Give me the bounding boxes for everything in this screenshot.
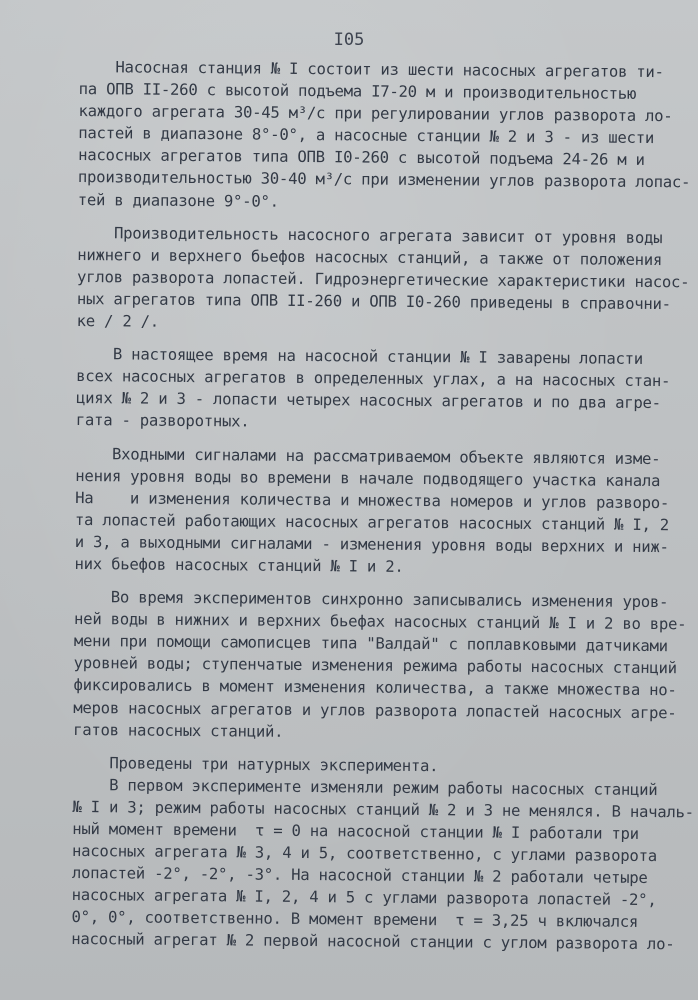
- text-line: насосных агрегата № I, 2, 4 и 5 с углами разворота лопастей -2°,: [71, 886, 657, 910]
- text-line: фиксировались в момент изменения количества, а также множества но-: [73, 676, 677, 700]
- text-line: лопастей -2°, -2°, -3°. На насосной станции № 2 работали четыре: [71, 864, 648, 888]
- text-line: Входными сигналами на рассматриваемом объекте являются изме-: [75, 444, 661, 468]
- paragraph-2: [76, 222, 690, 338]
- text-line: циях № 2 и 3 - лопасти четырех насосных агрегатов и по два агре-: [75, 389, 661, 413]
- text-line: уровней воды; ступенчатые изменения режима работы насосных станций: [73, 654, 677, 678]
- paragraph-1: [77, 56, 691, 216]
- text-line: та лопастей работающих насосных агрегатов насосных станций № I, 2: [74, 510, 670, 534]
- text-line: Во время экспериментов синхронно записывались изменения уров-: [74, 588, 669, 612]
- text-line: углов разворота лопастей. Гидроэнергетические характеристики насос-: [76, 267, 690, 292]
- text-line: ке / 2 /.: [76, 312, 160, 331]
- text-line: насосный агрегат № 2 первой насосной станции с углом разворота ло-: [71, 930, 675, 954]
- text-line: пастей в диапазоне 8°-0°, а насосные станции № 2 и 3 - из шести: [78, 124, 655, 148]
- body-text: [71, 56, 694, 956]
- paragraph-7: [71, 774, 694, 956]
- text-line: нения уровня воды во времени в начале подводящего участка канала: [75, 466, 661, 490]
- page-number: I05: [333, 30, 365, 50]
- text-line: меров насосных агрегатов и углов разворота лопастей насосных агре-: [73, 698, 677, 722]
- text-line: В настоящее время на насосной станции № I заварены лопасти: [76, 345, 644, 369]
- text-line: тей в диапазоне 9°-0°.: [77, 190, 279, 211]
- text-line: Насосная станция № I состоит из шести насосных агрегатов ти-: [78, 57, 664, 82]
- text-line: всех насосных агрегатов в определенных углах, а на насосных стан-: [76, 367, 671, 391]
- text-line: Производительность насосного агрегата зависит от уровня воды: [77, 223, 663, 247]
- text-line: Проведены три натурных эксперимента.: [72, 753, 439, 775]
- text-line: насосных агрегатов типа ОПВ I0-260 с высотой подъема 24-26 м и: [78, 146, 645, 170]
- text-line: гата - разворотных.: [75, 411, 250, 431]
- text-line: 0°, 0°, соответственно. В момент времени τ = 3,25 ч включался: [71, 908, 639, 932]
- text-line: ный момент времени τ = 0 на насосной станции № I работали три: [72, 819, 639, 843]
- paragraph-4: [74, 442, 670, 580]
- paragraph-3: [75, 343, 671, 436]
- text-line: нижнего и верхнего бьефов насосных станций, а также от положения: [77, 245, 663, 269]
- text-line: каждого агрегата 30-45 м³/с при регулировании углов разворота ло-: [78, 102, 673, 126]
- text-line: них бьефов насосных станций № I и 2.: [74, 554, 404, 576]
- text-line: и 3, а выходными сигналами - изменения уровня воды верхних и ниж-: [74, 532, 669, 557]
- paragraph-5: [73, 586, 687, 746]
- text-line: гатов насосных станций.: [73, 720, 284, 741]
- text-line: ней воды в нижних и верхних бьефах насосных станций № I и 2 во вре-: [74, 610, 687, 634]
- text-line: па ОПВ II-260 с высотой подъема I7-20 м и производительностью: [78, 80, 637, 103]
- text-line: насосных агрегата № 3, 4 и 5, соответственно, с углами разворота: [71, 842, 657, 866]
- text-line: мени при помощи самописцев типа "Валдай" с поплавковыми датчиками: [73, 632, 668, 656]
- text-line: В первом эксперименте изменяли режим работы насосных станций: [72, 775, 658, 799]
- text-line: производительностью 30-40 м³/с при изменении углов разворота лопас-: [77, 168, 691, 192]
- text-line: ных агрегатов типа ОПВ II-260 и ОПВ I0-260 приведены в справочни-: [76, 289, 671, 314]
- text-line: Hа и изменения количества и множества номеров и углов разворо-: [75, 488, 670, 512]
- text-line: № I и 3; режим работы насосных станций № 2 и 3 не менялся. В началь-: [72, 797, 694, 822]
